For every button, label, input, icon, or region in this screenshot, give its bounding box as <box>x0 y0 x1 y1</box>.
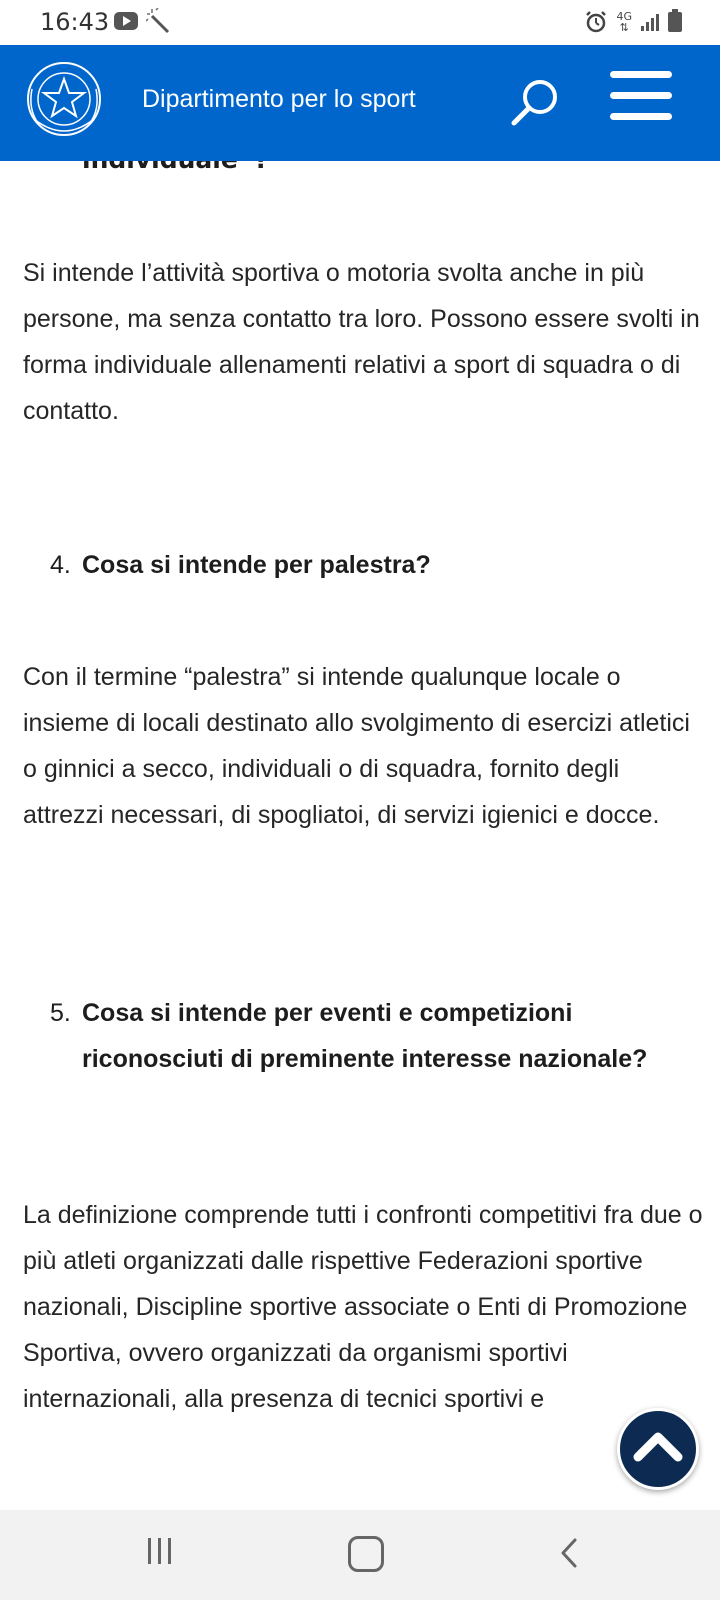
question-4 <box>50 542 682 588</box>
signal-icon <box>640 12 660 32</box>
answer-paragraph-4: Con il termine “palestra” si intende qualunque locale o insieme di locali destinato allo svolgimento di esercizi atletici o ginnici a secco, individuali o di squadra, fornito degli attrezzi necessari, di spogliatoi, di servizi igienici e docce. <box>23 663 690 829</box>
status-bar <box>0 0 720 45</box>
magic-wand-icon <box>146 8 172 34</box>
search-icon[interactable] <box>508 75 564 131</box>
scroll-to-top-button[interactable] <box>617 1408 699 1490</box>
question-text: Cosa si intende per palestra? <box>82 551 431 579</box>
battery-icon <box>668 12 682 32</box>
recent-apps-icon[interactable] <box>148 1538 178 1568</box>
answer-paragraph-5: La definizione comprende tutti i confronti competitivi fra due o più atleti organizzati dalle rispettive Federazioni sportive nazionali, Discipline sportive associate o Enti di Promozione Sportiva, ovvero organizzati da organismi sportivi internazionali, alla presenza di tecnici sportivi e <box>23 1201 703 1413</box>
home-icon[interactable] <box>348 1536 384 1572</box>
site-title[interactable]: Dipartimento per lo sport <box>142 85 416 113</box>
question-number: 4. <box>50 551 71 579</box>
back-icon[interactable] <box>555 1536 585 1570</box>
system-navigation-bar <box>0 1510 720 1600</box>
alarm-icon <box>584 10 608 34</box>
status-time: 16:43 <box>40 8 110 36</box>
question-5 <box>50 990 682 1082</box>
answer-paragraph-3: Si intende l’attività sportiva o motoria svolta anche in più persone, ma senza contatto tra loro. Possono essere svolti in forma individuale allenamenti relativi a sport di squadra o di contatto. <box>23 259 700 425</box>
emblem-icon[interactable] <box>24 59 104 143</box>
question-number: 5. <box>50 999 71 1027</box>
network-type-label: 4G ⇅ <box>616 10 632 34</box>
menu-icon[interactable] <box>610 71 672 127</box>
youtube-icon <box>114 12 138 30</box>
site-header <box>0 45 720 161</box>
question-text: Cosa si intende per eventi e competizioni riconosciuti di preminente interesse nazionale? <box>82 999 648 1073</box>
